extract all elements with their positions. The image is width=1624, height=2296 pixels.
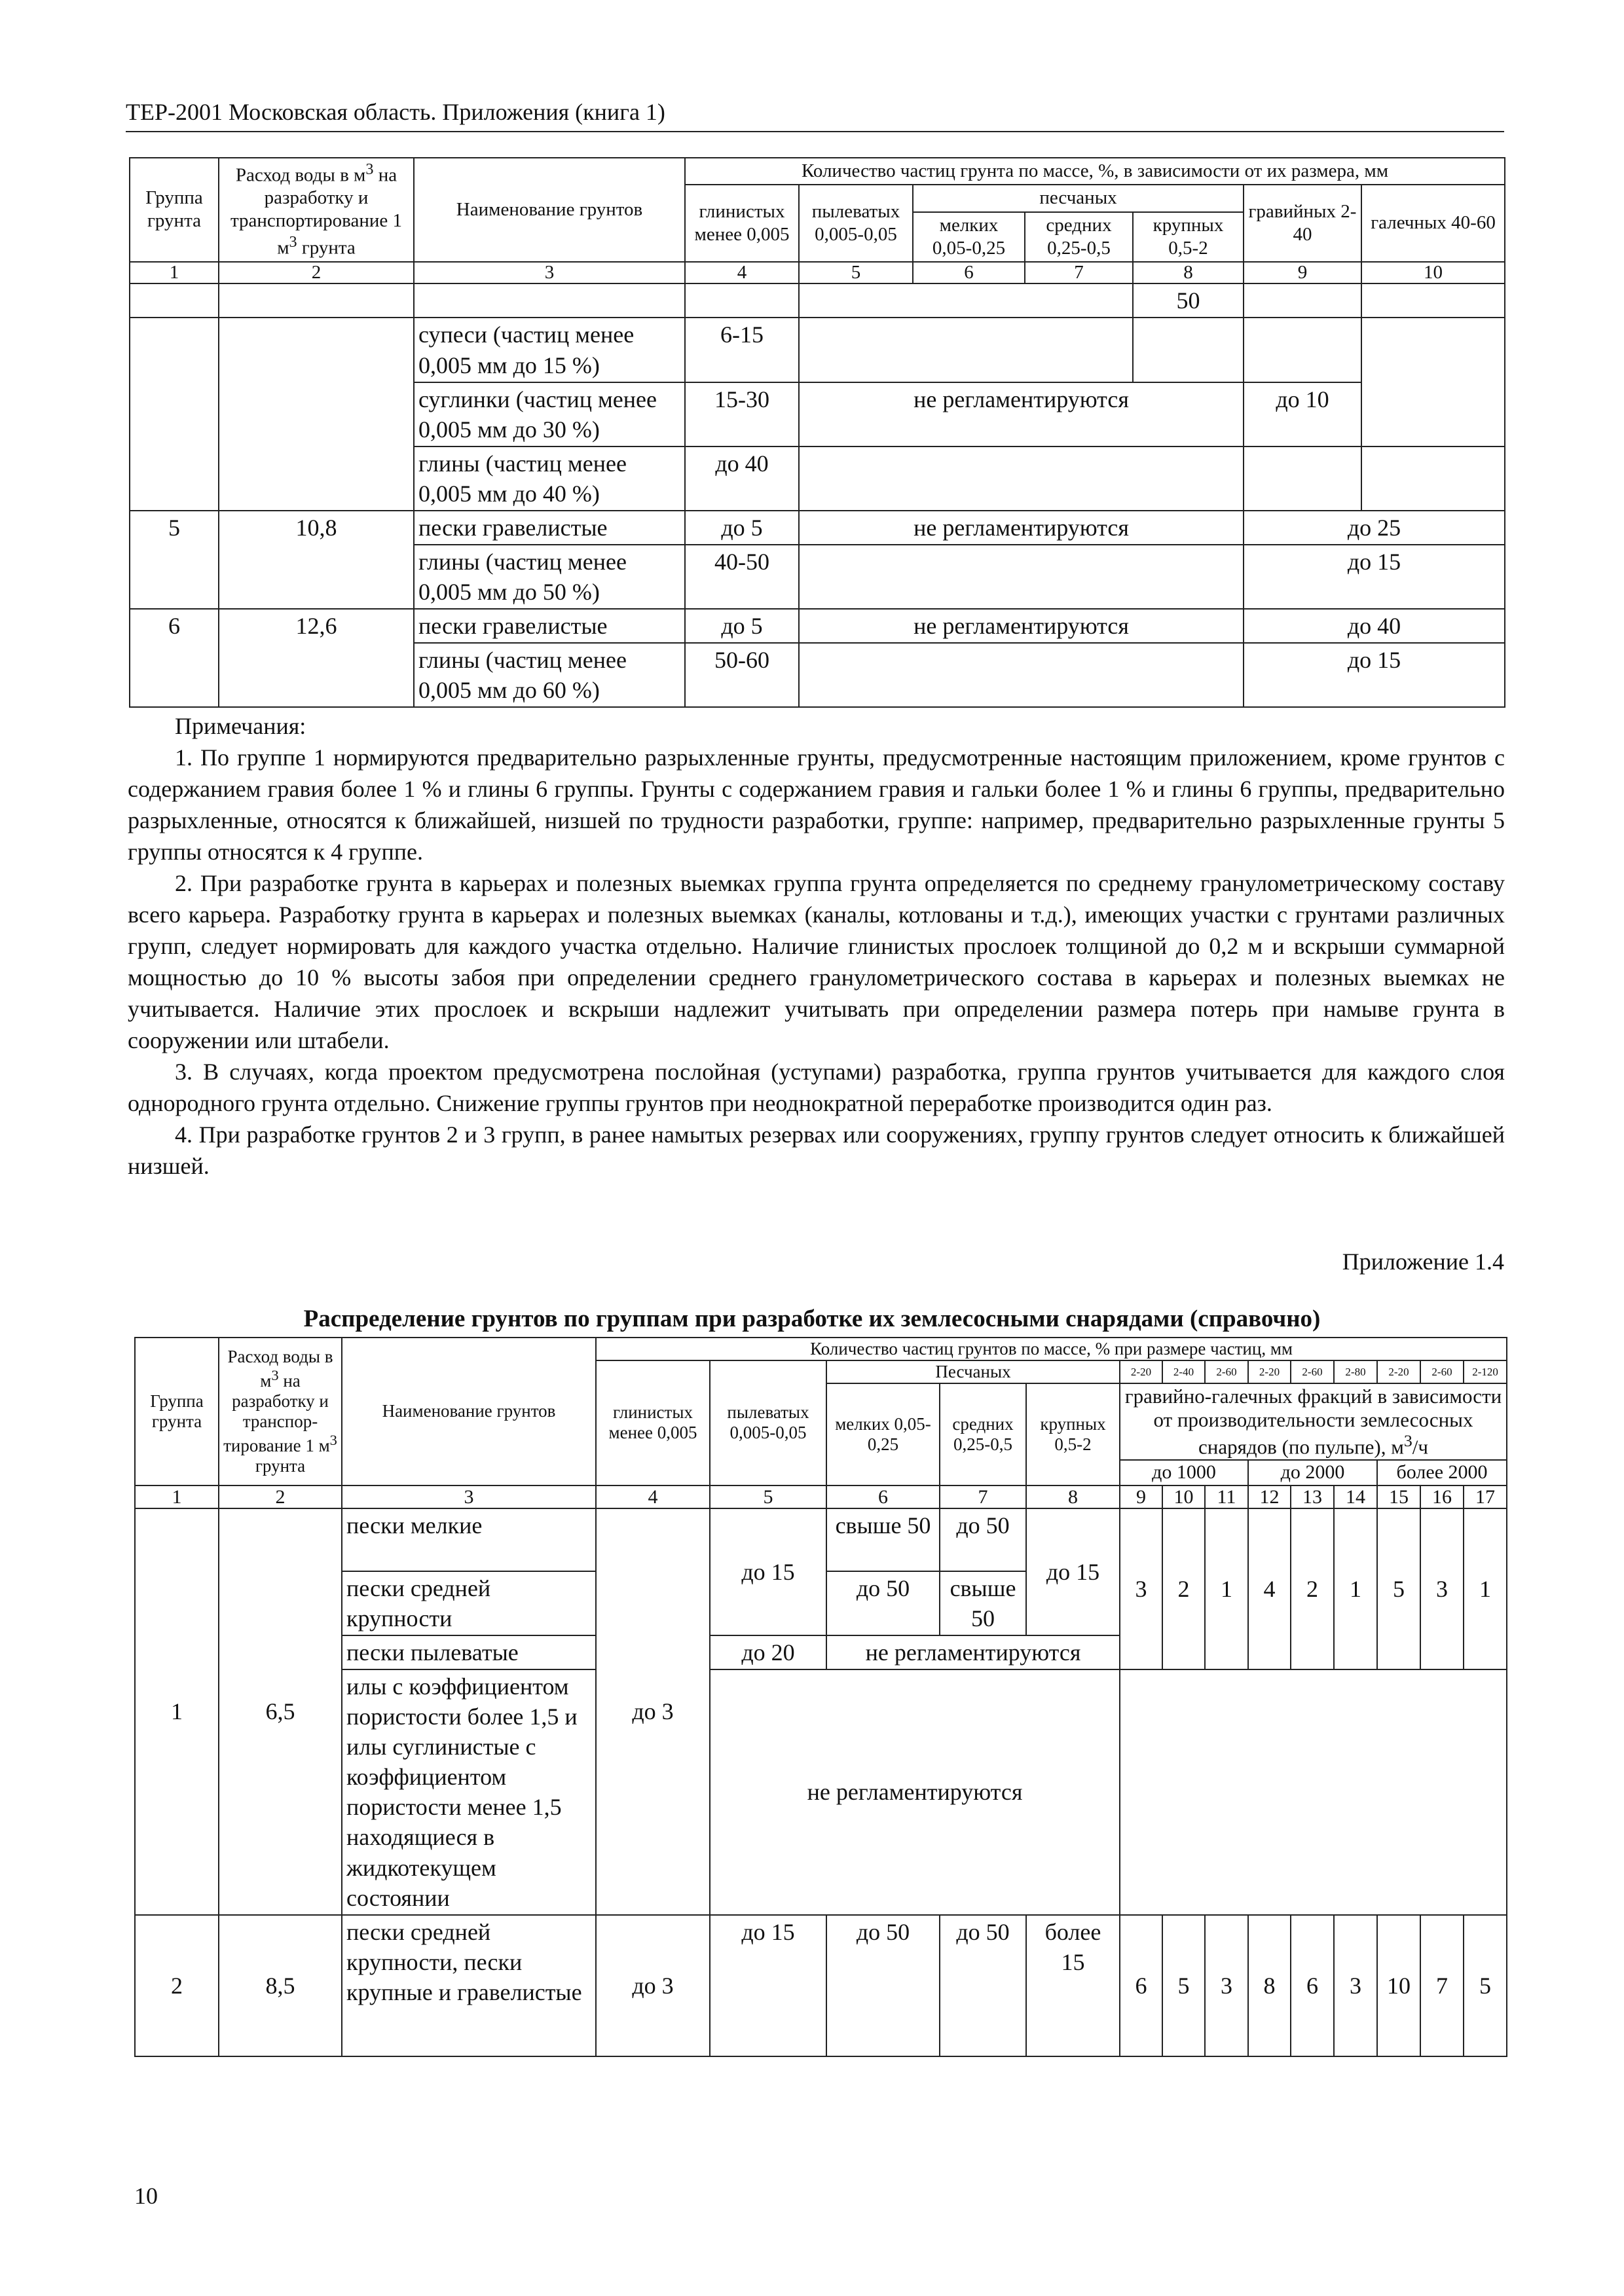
t2-colnum: 17 [1464,1485,1507,1508]
t2-hdr-name: Наименование грунтов [342,1338,596,1485]
t2-silts-not-regulated: не регламентируются [710,1669,1120,1915]
t2-g2-val: 6 [1120,1915,1162,2056]
t1-hdr-silt: пылеватых 0,005-0,05 [799,185,913,262]
t1-hdr-clay: глинистых менее 0,005 [685,185,799,262]
t1-6-not-regulated: не регламентируются [799,609,1244,643]
notes-title: Примечания: [175,713,306,739]
t2-fine-sand-fine: свыше 50 [826,1508,940,1571]
t2-hdr-group: Группа грунта [135,1338,219,1485]
t1-colnum: 1 [130,262,219,284]
t2-colnum: 5 [710,1485,826,1508]
t2-size: 2-60 [1291,1360,1334,1383]
t1-colnum: 3 [414,262,685,284]
t2-g1-val: 1 [1334,1508,1377,1669]
t2-hdr-fine: мелких 0,05-0,25 [826,1383,940,1485]
t2-g2-medium: до 50 [940,1915,1026,2056]
t2-g1-val: 3 [1120,1508,1162,1669]
t1-water-6: 12,6 [219,609,414,707]
t2-coarse-fine-med: до 15 [1026,1508,1120,1635]
t1-hdr-gravel: гравийных 2-40 [1244,185,1361,262]
t1-top-value: 50 [1133,283,1244,318]
t2-colnum: 14 [1334,1485,1377,1508]
t2-size: 2-40 [1162,1360,1205,1383]
t1-row-6-sand: пески гравелистые [414,609,685,643]
t1-5-clay-gravel: до 15 [1244,545,1505,609]
t2-hdr-qty: Количество частиц грунтов по массе, % при размере частиц, мм [596,1338,1507,1360]
t1-hdr-pebble: галечных 40-60 [1361,185,1505,262]
t2-silt-fine-med: до 15 [710,1508,826,1635]
t2-medium-sand-fine: до 50 [826,1571,940,1635]
t2-g2-val: 5 [1162,1915,1205,2056]
t1-row-suglinki: суглинки (частиц менее 0,005 мм до 30 %) [414,382,685,446]
t1-suglinki-gravel: до 10 [1244,382,1361,446]
t2-g2-val: 10 [1377,1915,1420,2056]
t2-size: 2-60 [1205,1360,1248,1383]
t2-row-silts: илы с коэффициентом пористости более 1,5 и илы суглинистые с коэффициентом пористости менее 1,5 находящиеся в жидкотекущем состоянии [342,1669,596,1915]
t2-size: 2-80 [1334,1360,1377,1383]
t2-colnum: 12 [1248,1485,1291,1508]
t2-fine-sand-medium: до 50 [940,1508,1026,1571]
t2-water-2: 8,5 [219,1915,342,2056]
t1-colnum: 9 [1244,262,1361,284]
t2-group-1: 1 [135,1508,219,1915]
t2-water-1: 6,5 [219,1508,342,1915]
t2-colnum: 13 [1291,1485,1334,1508]
soil-groups-table-continued [129,157,1505,708]
t2-hdr-gravel: гравийно-галечных фракций в зависимости от производительности землесосных снарядов (по пульпе), $м^3/ч$ [1120,1383,1507,1460]
t2-g1-val: 1 [1464,1508,1507,1669]
t2-colnum: 8 [1026,1485,1120,1508]
appendix-label: Приложение 1.4 [1342,1248,1504,1275]
t1-glina-40-clay: до 40 [685,446,799,511]
t1-5-not-regulated: не регламентируются [799,511,1244,545]
t1-hdr-coarse: крупных 0,5-2 [1133,212,1244,262]
t2-prod: более 2000 [1377,1460,1507,1485]
t1-row-glina-40: глины (частиц менее 0,005 мм до 40 %) [414,446,685,511]
t1-6-clay-clay: 50-60 [685,643,799,707]
t2-clay-1: до 3 [596,1508,710,1915]
note-4: 4. При разработке грунтов 2 и 3 групп, в ранее намытых резервах или сооружениях, группу грунтов следует относить к ближайшей низшей. [128,1121,1505,1179]
t1-6-clay-gravel: до 15 [1244,643,1505,707]
t2-hdr-silt: пылеватых 0,005-0,05 [710,1360,826,1485]
t2-colnum: 10 [1162,1485,1205,1508]
t1-suglinki-clay: 15-30 [685,382,799,446]
t1-colnum: 4 [685,262,799,284]
t2-g2-val: 3 [1205,1915,1248,2056]
t1-5-clay-clay: 40-50 [685,545,799,609]
t2-colnum: 6 [826,1485,940,1508]
t2-size: 2-20 [1120,1360,1162,1383]
t1-row-supesi: супеси (частиц менее 0,005 мм до 15 %) [414,318,685,382]
t2-row-dusty-sand: пески пылеватые [342,1635,596,1669]
t1-colnum: 2 [219,262,414,284]
t1-hdr-name: Наименование грунтов [414,158,685,262]
t2-g2-coarse: более 15 [1026,1915,1120,2056]
t2-row-fine-sand: пески мелкие [342,1508,596,1571]
t2-size: 2-120 [1464,1360,1507,1383]
t2-g1-val: 5 [1377,1508,1420,1669]
t2-colnum: 16 [1420,1485,1464,1508]
t2-size: 2-20 [1377,1360,1420,1383]
t1-water-5: 10,8 [219,511,414,609]
t2-g2-silt: до 15 [710,1915,826,2056]
t1-5-sand-clay: до 5 [685,511,799,545]
page-number: 10 [134,2183,158,2209]
t2-hdr-clay: глинистых менее 0,005 [596,1360,710,1485]
t2-g1-val: 1 [1205,1508,1248,1669]
t1-colnum: 5 [799,262,913,284]
t1-row-5-sand: пески гравелистые [414,511,685,545]
t2-dusty-sand-silt: до 20 [710,1635,826,1669]
t1-hdr-fine: мелких 0,05-0,25 [913,212,1025,262]
t1-colnum: 10 [1361,262,1505,284]
t2-g2-val: 3 [1334,1915,1377,2056]
t2-colnum: 1 [135,1485,219,1508]
t2-g1-val: 3 [1420,1508,1464,1669]
t2-g2-fine: до 50 [826,1915,940,2056]
t1-5-gravel: до 25 [1244,511,1505,545]
notes-block [128,710,1505,1182]
t2-g1-val: 2 [1291,1508,1334,1669]
t2-g2-val: 7 [1420,1915,1464,2056]
t2-colnum: 2 [219,1485,342,1508]
t2-g2-val: 6 [1291,1915,1334,2056]
t1-colnum: 6 [913,262,1025,284]
t2-colnum: 9 [1120,1485,1162,1508]
t2-colnum: 11 [1205,1485,1248,1508]
t1-6-sand-clay: до 5 [685,609,799,643]
t2-g1-val: 4 [1248,1508,1291,1669]
t2-clay-2: до 3 [596,1915,710,2056]
t1-colnum: 8 [1133,262,1244,284]
t1-group-6: 6 [130,609,219,707]
t2-dusty-sand-not-regulated: не регламентируются [826,1635,1120,1669]
t2-row-medium-sand: пески средней крупности [342,1571,596,1635]
t2-prod: до 2000 [1248,1460,1377,1485]
t1-hdr-water: Расход воды в $м^3$ на разработку и транспортирование 1 $м^3$ грунта [219,158,414,262]
t2-hdr-water: Расход воды в $м^3$ на разработку и транспор-тирование 1 $м^3$ грунта [219,1338,342,1485]
t2-colnum: 4 [596,1485,710,1508]
t2-hdr-coarse: крупных 0,5-2 [1026,1383,1120,1485]
t2-g1-val: 2 [1162,1508,1205,1669]
t2-colnum: 15 [1377,1485,1420,1508]
t1-6-gravel: до 40 [1244,609,1505,643]
t2-medium-sand-medium: свыше 50 [940,1571,1026,1635]
note-1: 1. По группе 1 нормируются предварительно разрыхленные грунты, предусмотренные настоящим приложением, кроме грунтов с содержанием гравия более 1 % и глины 6 группы. Грунты с содержанием гравия и гальки более 1 % и глины 6 группы, предварительно разрыхленные, относятся к ближайшей, низшей по трудности разработки, группе: например, предварительно разрыхленные грунты 5 группы относятся к 4 группе. [128,744,1505,865]
t2-g2-val: 5 [1464,1915,1507,2056]
note-2: 2. При разработке грунта в карьерах и полезных выемках группа грунта определяется по среднему гранулометрическому составу всего карьера. Разработку грунта в карьерах и полезных выемках (каналы, котлованы и т.д.), имеющих участки с грунтами различных групп, следует нормировать для каждого участка отдельно. Наличие глинистых прослоек толщиной до 0,2 м и вскрыши суммарной мощностью до 10 % высоты забоя при определении среднего гранулометрического состава в карьерах и полезных выемках не учитывается. Наличие этих прослоек и вскрыши надлежит учитывать при определении размера потерь при намыве грунта в сооружении или штабели. [128,870,1505,1053]
t1-group-5: 5 [130,511,219,609]
t2-size: 2-20 [1248,1360,1291,1383]
table2-title: Распределение грунтов по группам при разработке их землесосными снарядами (справочно) [303,1305,1321,1332]
dredger-soil-groups-table [134,1337,1507,2057]
t2-group-2: 2 [135,1915,219,2056]
t2-row-group-2: пески средней крупности, пески крупные и гравелистые [342,1915,596,2056]
t2-hdr-sand: Песчаных [826,1360,1120,1383]
t1-row-6-clay: глины (частиц менее 0,005 мм до 60 %) [414,643,685,707]
t1-hdr-medium: средних 0,25-0,5 [1025,212,1133,262]
t2-prod: до 1000 [1120,1460,1248,1485]
running-header: ТЕР-2001 Московская область. Приложения (книга 1) [126,99,665,125]
t2-colnum: 7 [940,1485,1026,1508]
t1-row-5-clay: глины (частиц менее 0,005 мм до 50 %) [414,545,685,609]
t1-colnum: 7 [1025,262,1133,284]
header-rule [126,131,1504,132]
t1-supesi-clay: 6-15 [685,318,799,382]
t1-hdr-qty: Количество частиц грунта по массе, %, в зависимости от их размера, мм [685,158,1505,185]
t2-size: 2-60 [1420,1360,1464,1383]
note-3: 3. В случаях, когда проектом предусмотрена послойная (уступами) разработка, группа грунтов учитывается для каждого слоя однородного грунта отдельно. Снижение группы грунтов при неоднократной переработке производится один раз. [128,1059,1505,1116]
t1-hdr-group: Группа грунта [130,158,219,262]
t1-hdr-sand: песчаных [913,185,1244,212]
t2-colnum: 3 [342,1485,596,1508]
t2-g2-val: 8 [1248,1915,1291,2056]
t1-suglinki-not-regulated: не регламентируются [799,382,1244,446]
t2-hdr-medium: средних 0,25-0,5 [940,1383,1026,1485]
